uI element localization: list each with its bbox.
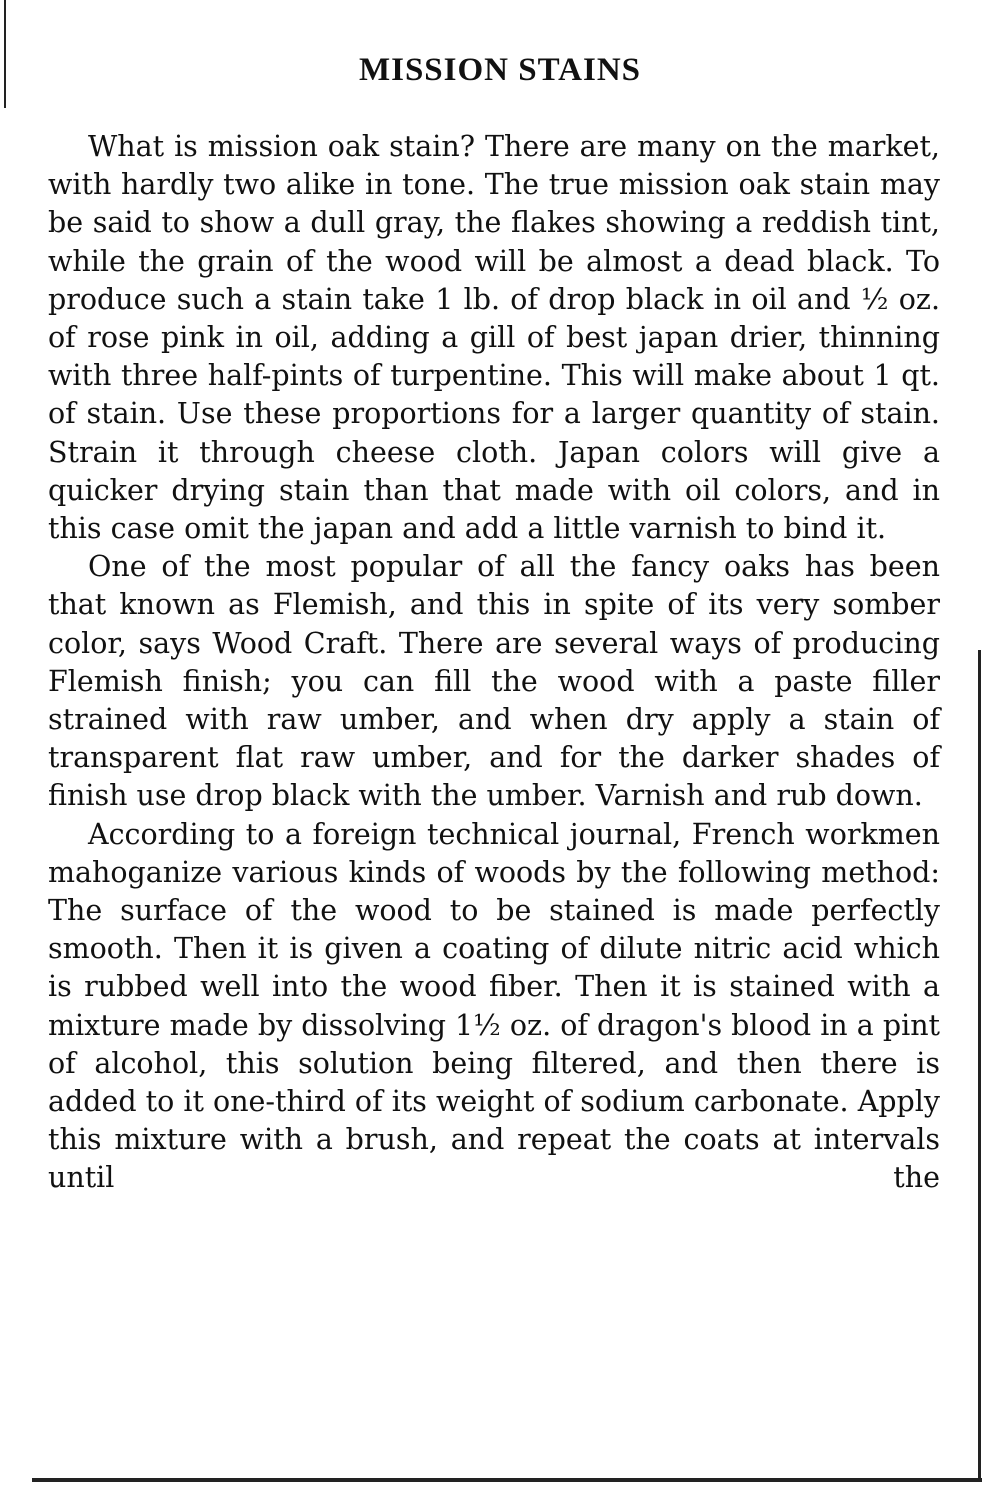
right-margin-rule — [978, 650, 981, 1482]
paragraph-mahoganize-method: According to a foreign technical journal, French workmen mahoganize various kinds of woods by the following method: The surface of the wood to be stained is made perfectly smooth. Then it is given a coating of dilute nitric acid which is rubbed well into the wood fiber. Then it is stained with a mixture made by dissolving 1½ oz. of dragon's blood in a pint of alcohol, this solution being filtered, and then there is added to it one-third of its weight of sodium carbonate. Apply this mixture with a brush, and repeat the coats at intervals until the — [48, 817, 940, 1195]
bottom-rule — [32, 1478, 982, 1482]
article-body — [48, 128, 940, 1198]
page-title: MISSION STAINS — [358, 52, 642, 88]
paragraph-mission-oak-stain: What is mission oak stain? There are many on the market, with hardly two alike in tone. The true mission oak stain may be said to show a dull gray, the flakes showing a reddish tint, while the grain of the wood will be almost a dead black. To produce such a stain take 1 lb. of drop black in oil and ½ oz. of rose pink in oil, adding a gill of best japan drier, thinning with three half-pints of turpentine. This will make about 1 qt. of stain. Use these proportions for a larger quantity of stain. Strain it through cheese cloth. Japan colors will give a quicker drying stain than that made with oil colors, and in this case omit the japan and add a little varnish to bind it. — [48, 130, 940, 546]
paragraph-flemish-finish: One of the most popular of all the fancy oaks has been that known as Flemish, and this in spite of its very somber color, says Wood Craft. There are several ways of producing Flemish finish; you can fill the wood with a paste filler strained with raw umber, and when dry apply a stain of transparent flat raw umber, and for the darker shades of finish use drop black with the umber. Varnish and rub down. — [48, 550, 940, 813]
